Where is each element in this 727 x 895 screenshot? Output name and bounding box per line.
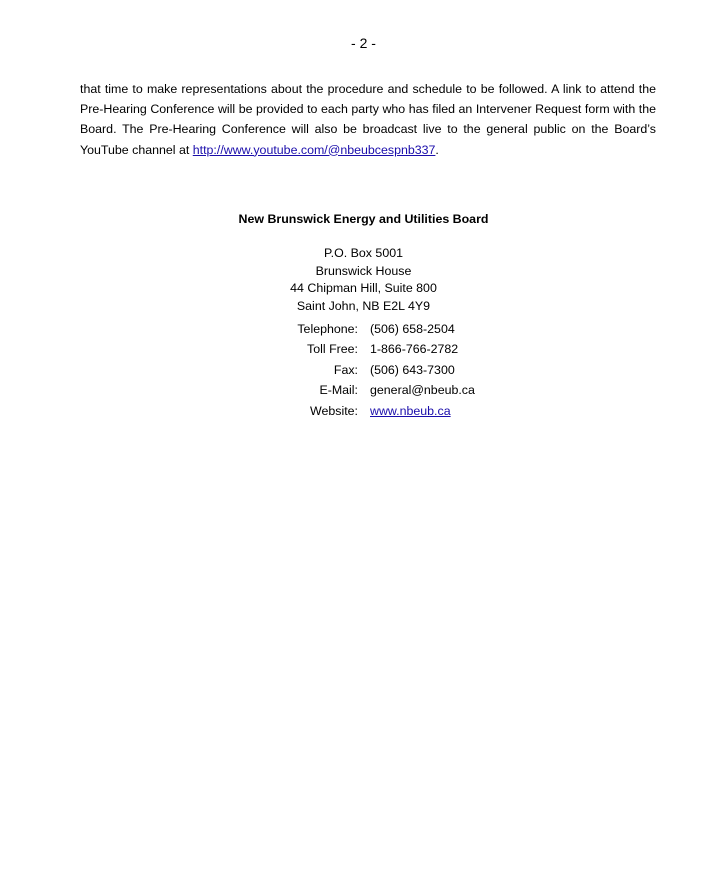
email-row [0,380,727,400]
toll-free-row [0,339,727,359]
paragraph-text: that time to make representations about the procedure and schedule to be followed. A link to attend the Pre-Hearing Conference will be provided to each party who has filed an Intervener Request form with the Board. The Pre-Hearing Conference will also be broadcast live to the general public on the Board’s YouTube channel at [80,82,656,157]
website-row [0,401,727,421]
paragraph-end: . [435,142,439,157]
telephone-label: Telephone: [297,322,358,336]
address-line-street: 44 Chipman Hill, Suite 800 [290,281,437,296]
organization-name: New Brunswick Energy and Utilities Board [238,212,489,226]
mailing-address [0,245,727,315]
website-value-wrapper [358,401,451,421]
telephone-value: (506) 658-2504 [370,322,455,336]
toll-free-value: 1-866-766-2782 [370,342,459,357]
contact-details [0,319,727,421]
fax-label: Fax: [333,362,358,377]
website-label: Website: [310,403,358,418]
email-value: general@nbeub.ca [370,383,475,398]
telephone-row [0,319,727,339]
page-number: - 2 - [351,35,376,51]
website-link[interactable]: www.nbeub.ca [370,403,451,418]
email-label: E-Mail: [319,383,358,398]
body-paragraph [80,79,656,160]
address-line-building: Brunswick House [315,263,412,278]
fax-row [0,360,727,380]
fax-value: (506) 643-7300 [370,362,455,377]
youtube-link[interactable]: http://www.youtube.com/@nbeubcespnb337 [192,142,436,157]
toll-free-label: Toll Free: [307,342,358,357]
address-line-po-box: P.O. Box 5001 [324,246,403,260]
address-line-city: Saint John, NB E2L 4Y9 [296,298,431,313]
